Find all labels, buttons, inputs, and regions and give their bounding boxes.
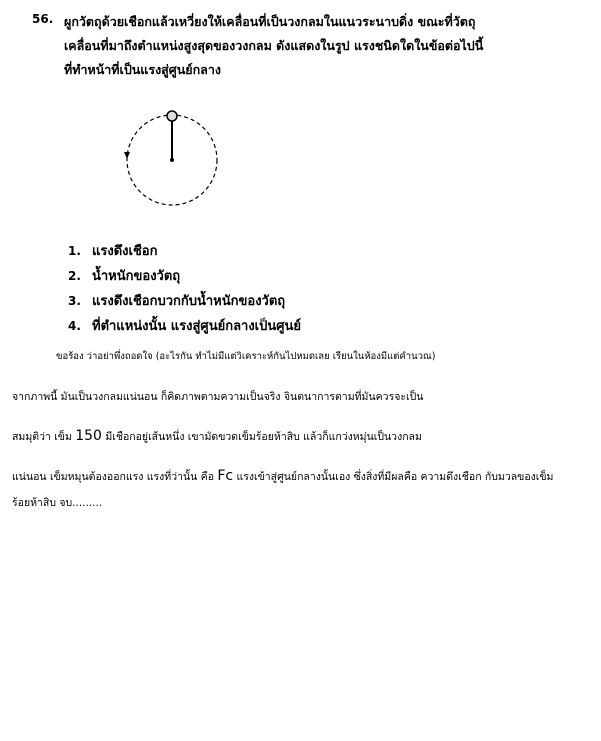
answer-paragraph-4: ร้อยห้าสิบ จบ......... [12, 497, 103, 509]
choice-item [68, 240, 301, 265]
circular-motion-diagram [120, 108, 220, 210]
choice-number: 1. [68, 244, 81, 258]
centripetal-force-symbol: Fc [217, 468, 234, 484]
answer-paragraph-2 [12, 425, 422, 448]
ball [167, 111, 177, 121]
answer-paragraph-2-end: มีเชือกอยู่เส้นหนึ่ง เขามัดขวดเข็มร้อยห้าสิบ แล้วก็แกว่งหมุ่นเป็นวงกลม [105, 431, 422, 443]
answer-paragraph-3-end: แรงเข้าสู่ศูนย์กลางนั้นเอง ซึ่งสิ่งที่มีผลคือ ความดึงเชือก กับมวลของเข็ม [236, 471, 554, 483]
choice-text: น้ำหนักของวัตถุ [92, 269, 181, 284]
choice-number: 4. [68, 319, 81, 333]
choice-item [68, 315, 301, 340]
choice-text: ที่ตำแหน่งนั้น แรงสู่ศูนย์กลางเป็นศูนย์ [92, 319, 302, 334]
center-point [170, 158, 174, 162]
choice-text: แรงดึงเชือกบวกกับน้ำหนักของวัตถุ [92, 294, 286, 309]
choice-list [68, 240, 301, 340]
question-line: เคลื่อนที่มาถึงตำแหน่งสูงสุดของวงกลม ดังแสดงในรูป แรงชนิดใดในข้อต่อไปนี้ [64, 38, 484, 53]
answer-paragraph-3-start: แน่นอน เข็มหมุนต้องออกแรง แรงที่ว่านั้น คือ [12, 471, 215, 483]
needle-number: 150 [75, 428, 102, 444]
answer-paragraph-1: จากภาพนี้ มันเป็นวงกลมแน่นอน ก็คิดภาพตามความเป็นจริง จินตนาการตามที่มันควรจะเป็น [12, 391, 424, 403]
choice-number: 2. [68, 269, 81, 283]
question-line: ที่ทำหน้าที่เป็นแรงสู่ศูนย์กลาง [64, 62, 221, 77]
choice-number: 3. [68, 294, 81, 308]
choice-item [68, 290, 301, 315]
question-text [64, 10, 564, 82]
direction-arrow-icon [124, 152, 130, 159]
choice-text: แรงดึงเชือก [92, 244, 158, 259]
choice-item [68, 265, 301, 290]
answer-paragraph-3 [12, 465, 553, 488]
question-line: ผูกวัตถุด้วยเชือกแล้วเหวี่ยงให้เคลื่อนที่เป็นวงกลมในแนวระนาบดิ่ง ขณะที่วัตถุ [64, 14, 476, 29]
question-number: 56. [32, 12, 54, 26]
answer-note: ขอร้อง ว่าอย่าพึ่งถอดใจ (อะไรกัน ทำไม่มีแต่วิเคราะห์กันไปหมดเลย เรียนในห้องมีแต่คำนวณ) [56, 351, 436, 362]
answer-paragraph-2-start: สมมุติว่า เข็ม [12, 431, 72, 443]
